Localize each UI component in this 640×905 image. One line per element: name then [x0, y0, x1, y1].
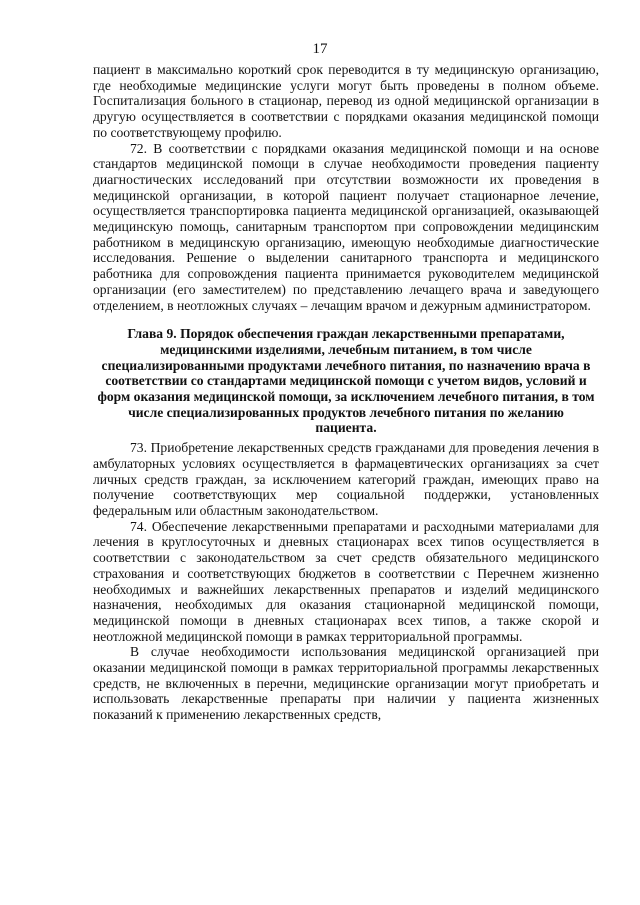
paragraph-72: 72. В соответствии с порядками оказания медицинской помощи и на основе стандартов медицинской помощи в случае необходимости проведения пациенту диагностических исследований при отсутствии возможности их проведения в медицинской организации, в которой пациент получает стационарное лечение, осуществляется транспортировка пациента медицинской организацией, оказывающей медицинскую помощь, санитарным транспортом при сопровождении медицинским работником в медицинскую организацию, имеющую необходимые диагностические исследования. Решение о выделении санитарного транспорта и медицинского работника для сопровождения пациента принимается руководителем медицинской организации (его заместителем) по представлению лечащего врача и заведующего отделением, в неотложных случаях – лечащим врачом и дежурным администратором.: [93, 140, 599, 313]
chapter-9-heading: Глава 9. Порядок обеспечения граждан лекарственными препаратами, медицинскими изделиями, лечебным питанием, в том числе специализированными продуктами лечебного питания, по назначению врача в соответствии со стандартами медицинской помощи с учетом видов, условий и форм оказания медицинской помощи, за исключением лечебного питания, в том числе специализированных продуктов лечебного питания по желанию пациента.: [97, 326, 595, 436]
page-number: 17: [312, 41, 328, 57]
paragraph-74: 74. Обеспечение лекарственными препаратами и расходными материалами для лечения в круглосуточных и дневных стационарах всех типов осуществляется в соответствии с законодательством за счет средств обязательного медицинского страхования и соответствующих бюджетов в соответствии с Перечнем жизненно необходимых и важнейших лекарственных препаратов и изделий медицинского назначения, необходимых для оказания стационарной медицинской помощи, медицинской помощи в дневных стационарах всех типов, а также скорой и неотложной медицинской помощи в рамках территориальной программы.: [93, 518, 599, 644]
paragraph-73: 73. Приобретение лекарственных средств гражданами для проведения лечения в амбулаторных условиях осуществляется в фармацевтических организациях за счет личных средств граждан, за исключением категорий граждан, имеющих право на получение соответствующих мер социальной поддержки, установленных федеральным или областным законодательством.: [93, 440, 599, 518]
paragraph-continuation: пациент в максимально короткий срок переводится в ту медицинскую организацию, где необходимые медицинские услуги могут быть проведены в полном объеме. Госпитализация больного в стационар, перевод из одной медицинской организации в другую осуществляется в соответствии с порядками оказания медицинской помощи по соответствующему профилю.: [93, 62, 599, 140]
paragraph-74-continued: В случае необходимости использования медицинской организацией при оказании медицинской помощи в рамках территориальной программы лекарственных средств, не включенных в перечни, медицинские организации могут приобретать и использовать лекарственные препараты при наличии у пациента жизненных показаний к применению лекарственных средств,: [93, 644, 599, 723]
document-body: [93, 62, 599, 723]
